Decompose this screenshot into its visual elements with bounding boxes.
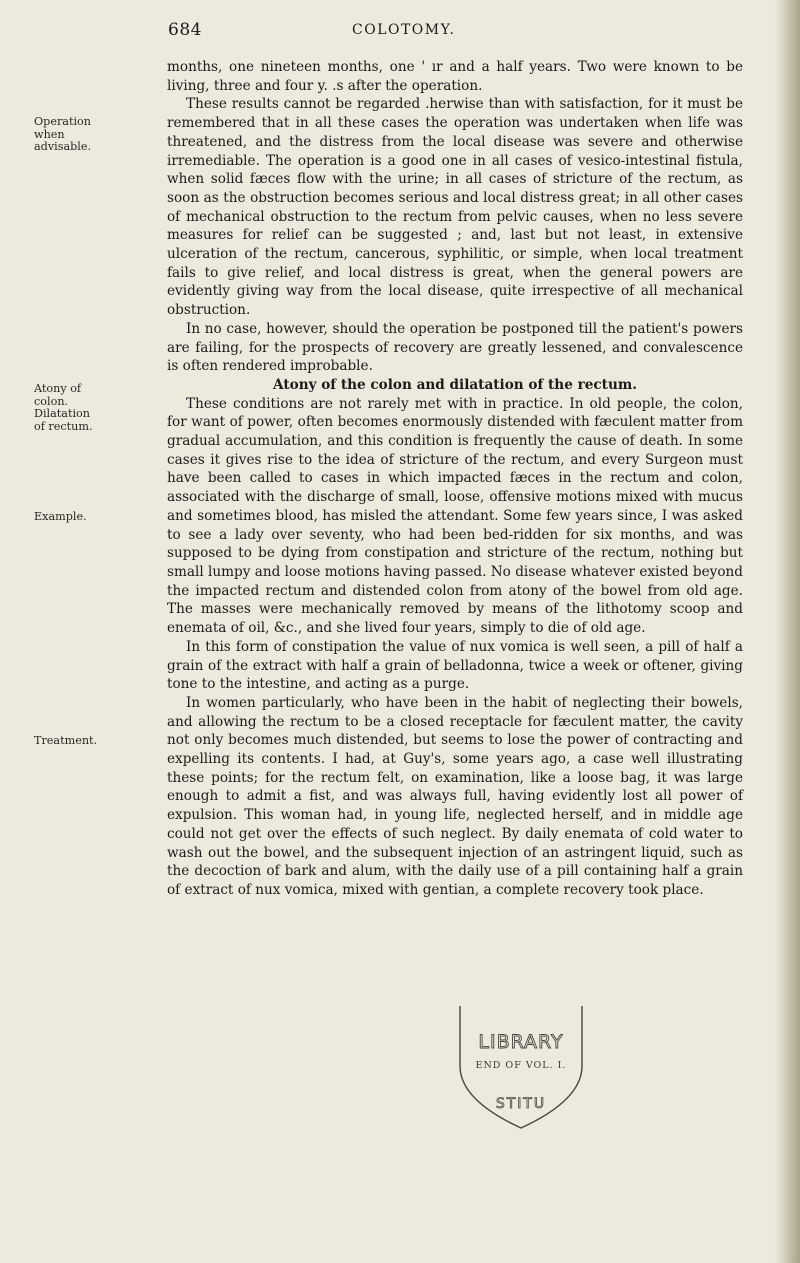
paragraph-atony-example: These conditions are not rarely met with in practice. In old people, the colon, for want of power, often becomes enormously distended with fæculent matter from gradual accumulation, and this condition is frequently the cause of death. In some cases it gives rise to the idea of stricture of the rectum, and every Surgeon must have been called to cases in which impacted fæces in the rectum and colon, associated with the discharge of small, loose, offensive motions mixed with mucus and sometimes blood, has misled the attendant. Some few years since, I was asked to see a lady over seventy, who had been bed-ridden for six months, and was supposed to be dying from constipation and stricture of the rectum, nothing but small lumpy and loose motions having passed. No disease whatever existed beyond the impacted rectum and distended colon from atony of the bowel from old age. The masses were mechanically removed by means of the lithotomy scoop and enemata of oil, &c., and she lived four years, simply to die of old age. [167, 395, 743, 637]
paragraph-no-postponement: In no case, however, should the operation be postponed till the patient's powers are failing, for the prospects of recovery are greatly lessened, and convalescence is often rendered improbable. [167, 320, 743, 375]
margin-note-example: Example. [34, 510, 87, 523]
paragraph-treatment: In this form of constipation the value of nux vomica is well seen, a pill of half a grain of the extract with half a grain of belladonna, twice a week or oftener, giving tone to the intestine, and acting as a purge. [167, 638, 743, 693]
margin-note-atony: Atony of colon. Dilatation of rectum. [34, 382, 93, 433]
section-heading-atony: Atony of the colon and dilatation of the rectum. [273, 376, 637, 393]
paragraph-when-advisable: These results cannot be regarded .herwise than with satisfaction, for it must be remembered that in all these cases the operation was undertaken when life was threatened, and the distress from the local disease was severe and otherwise irremediable. The operation is a good one in all cases of vesico-intestinal fistula, when solid fæces flow with the urine; in all cases of stricture of the rectum, as soon as the obstruction becomes serious and local distress great; in all other cases of mechanical obstruction to the rectum from pelvic causes, when no less severe measures for relief can be suggested ; and, last but not least, in extensive ulceration of the rectum, cancerous, syphilitic, or simple, when local treatment fails to give relief, and local distress is great, when the general powers are evidently giving way from the local disease, quite irrespective of all mechanical obstruction. [167, 96, 743, 319]
paragraph-women-case: In women particularly, who have been in the habit of neglecting their bowels, and allowing the rectum to be a closed receptacle for fæculent matter, the cavity not only becomes much distended, but seems to lose the power of contracting and expelling its contents. I had, at Guy's, some years ago, a case well illustrating these points; for the rectum felt, on examination, like a loose bag, it was large enough to admit a fist, and was always full, having evidently lost all power of expulsion. This woman had, in young life, neglected herself, and in middle age could not get over the effects of such neglect. By daily enemata of cold water to wash out the bowel, and the subsequent injection of an astringent liquid, such as the decoction of bark and alum, with the daily use of a pill containing half a grain of extract of nux vomica, mixed with gentian, a complete recovery took place. [167, 694, 743, 898]
margin-note-operation: Operation when advisable. [34, 115, 92, 153]
stamp-volume-text: END OF VOL. I. [475, 1060, 567, 1071]
running-head: COLOTOMY. [352, 22, 456, 38]
stamp-institute-text: STITU [495, 1096, 547, 1112]
page-number: 684 [168, 20, 202, 40]
body-text [167, 58, 743, 900]
page-edge-shadow [774, 0, 800, 1263]
stamp-library-text: LIBRARY [478, 1031, 564, 1053]
library-stamp [454, 1004, 588, 1132]
margin-note-treatment: Treatment. [34, 734, 98, 747]
paragraph-results-continued: months, one nineteen months, one ' ır and a half years. Two were known to be living, three and four y. .s after the operation. [167, 59, 743, 94]
